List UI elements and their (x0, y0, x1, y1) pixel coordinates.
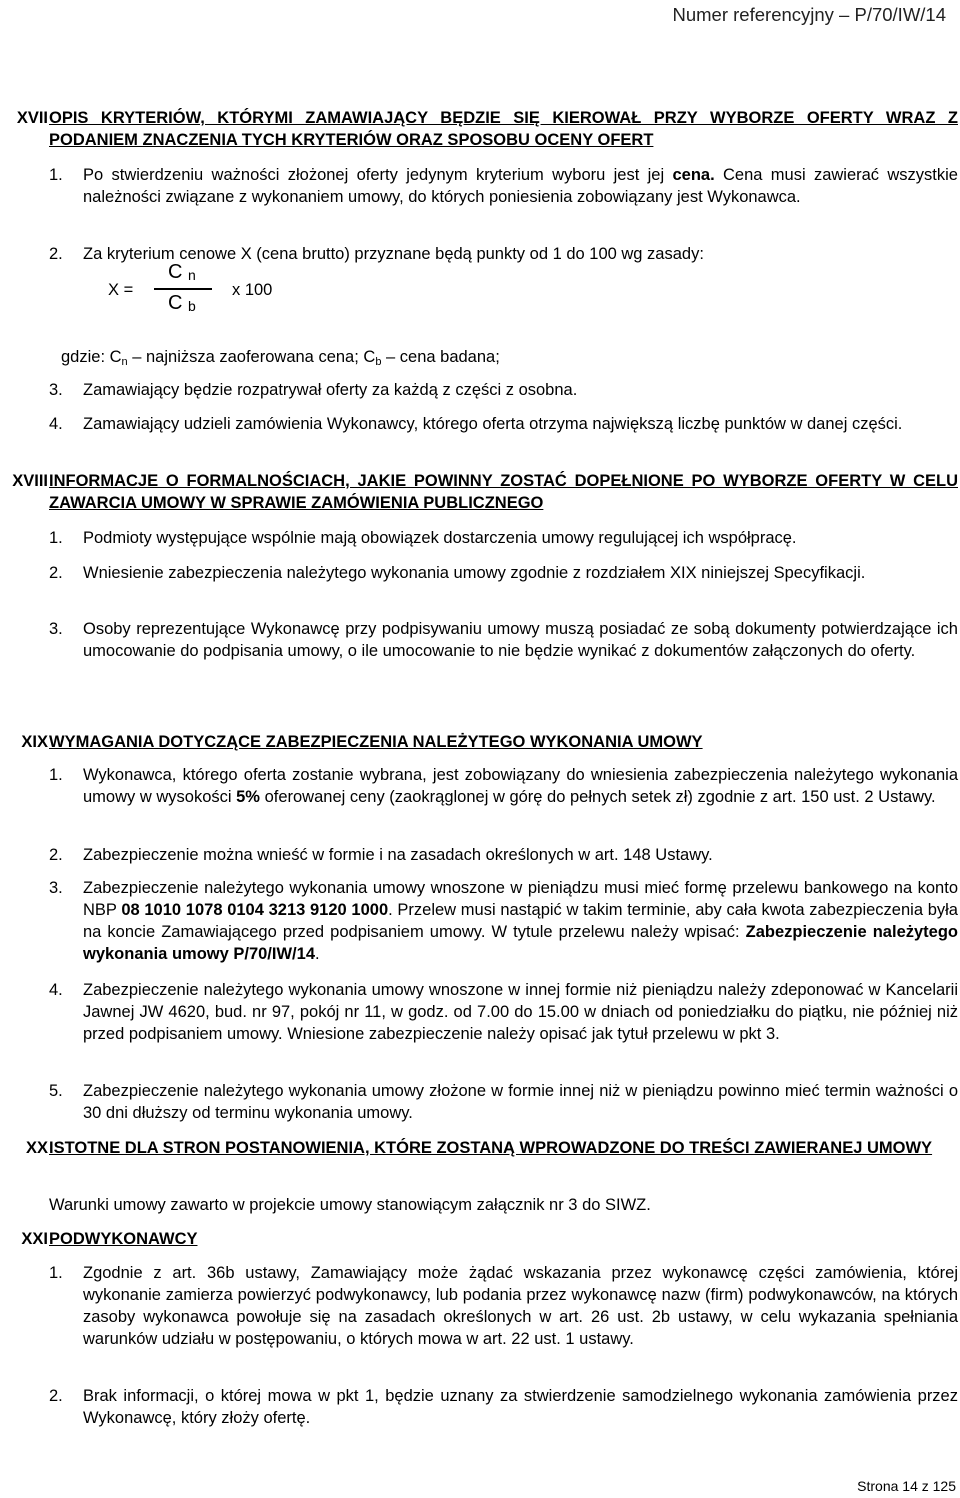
formula-legend: gdzie: $C_n$ – najniższa zaoferowana cena; $C_b$ – cena badana; (61, 348, 500, 368)
section-number: XVII (16, 109, 48, 127)
xvii-item-2 (0, 243, 960, 265)
section-xviii (0, 470, 960, 514)
xix-item-3 (0, 877, 960, 965)
item-number: 4. (49, 415, 63, 433)
section-title: INFORMACJE O FORMALNOŚCIACH, JAKIE POWINNY ZOSTAĆ DOPEŁNIONE PO WYBORZE OFERTY W CELU ZAWARCIA UMOWY W SPRAWIE ZAMÓWIENIA PUBLICZNEGO (49, 472, 958, 512)
formula-numerator: C $_n$ (168, 261, 196, 283)
section-xvii (0, 107, 960, 151)
item-number: 2. (49, 245, 63, 263)
formula-x: X = (108, 281, 134, 299)
item-text: Brak informacji, o której mowa w pkt 1, będzie uznany za stwierdzenie samodzielnego wykonania zamówienia przez Wykonawcę, który złoży ofertę. (83, 1387, 958, 1427)
item-text: Zamawiający będzie rozpatrywał oferty za każdą z części z osobna. (83, 381, 578, 399)
item-text: Zabezpieczenie należytego wykonania umowy wnoszone w pieniądzu musi mieć formę przelewu bankowego na konto NBP 08 1010 1078 0104 3213 9120 1000. Przelew musi nastąpić w takim terminie, aby cała kwota zabezpieczenia była na koncie Zamawiającego przed podpisaniem umowy. W tytule przelewu należy wpisać: Zabezpieczenie należytego wykonania umowy P/70/IW/14. (83, 879, 958, 963)
xviii-item-1 (0, 527, 960, 549)
item-text: Po stwierdzeniu ważności złożonej oferty jedynym kryterium wyboru jest jej cena. Cena musi zawierać wszystkie należności związane z wykonaniem umowy, do których poniesienia zobowiązany jest Wykonawca. (83, 166, 958, 206)
section-xxi (0, 1228, 960, 1250)
xvii-item-3 (0, 379, 960, 401)
item-number: 2. (49, 846, 63, 864)
item-text: Osoby reprezentujące Wykonawcę przy podpisywaniu umowy muszą posiadać ze sobą dokumenty potwierdzające ich umocowanie do podpisania umowy, o ile umocowanie to nie będzie wynikać z dokumentów załączonych do oferty. (83, 620, 958, 660)
xviii-item-2 (0, 562, 960, 584)
xx-text (0, 1194, 960, 1216)
formula-multiplier: x 100 (232, 281, 273, 299)
xviii-item-3 (0, 618, 960, 662)
item-text: Zabezpieczenie należytego wykonania umowy złożone w formie innej niż w pieniądzu powinno mieć termin ważności o 30 dni dłuższy od terminu wykonania umowy. (83, 1082, 958, 1122)
reference-number: Numer referencyjny – P/70/IW/14 (672, 4, 946, 25)
paragraph: Warunki umowy zawarto w projekcie umowy stanowiącym załącznik nr 3 do SIWZ. (49, 1196, 651, 1214)
item-number: 1. (49, 529, 63, 547)
item-number: 1. (49, 1264, 63, 1282)
xix-item-4 (0, 979, 960, 1045)
item-text: Wniesienie zabezpieczenia należytego wykonania umowy zgodnie z rozdziałem XIX niniejszej Specyfikacji. (83, 564, 866, 582)
xix-item-2 (0, 844, 960, 866)
item-number: 3. (49, 879, 63, 897)
item-number: 2. (49, 1387, 63, 1405)
fraction-bar (154, 288, 212, 290)
section-number: XIX (21, 733, 48, 751)
section-title: PODWYKONAWCY (49, 1230, 198, 1248)
xvii-item-4 (0, 413, 960, 435)
item-text: Podmioty występujące wspólnie mają obowiązek dostarczenia umowy regulującej ich współpracę. (83, 529, 797, 547)
section-number: XVIII (12, 472, 48, 490)
item-text: Za kryterium cenowe X (cena brutto) przyznane będą punkty od 1 do 100 wg zasady: (83, 245, 704, 263)
section-title: OPIS KRYTERIÓW, KTÓRYMI ZAMAWIAJĄCY BĘDZIE SIĘ KIEROWAŁ PRZY WYBORZE OFERTY WRAZ Z PODANIEM ZNACZENIA TYCH KRYTERIÓW ORAZ SPOSOBU OCENY OFERT (49, 109, 958, 149)
item-number: 3. (49, 620, 63, 638)
item-text: Wykonawca, którego oferta zostanie wybrana, jest zobowiązany do wniesienia zabezpieczenia należytego wykonania umowy w wysokości 5% oferowanej ceny (zaokrąglonej w górę do pełnych setek zł) zgodnie z art. 150 ust. 2 Ustawy. (83, 766, 958, 806)
section-title: WYMAGANIA DOTYCZĄCE ZABEZPIECZENIA NALEŻYTEGO WYKONANIA UMOWY (49, 733, 703, 751)
price-formula (0, 261, 960, 327)
xxi-item-1 (0, 1262, 960, 1350)
section-number: XXI (21, 1230, 48, 1248)
page-number: Strona 14 z 125 (857, 1478, 956, 1494)
item-text: Zabezpieczenie można wnieść w formie i na zasadach określonych w art. 148 Ustawy. (83, 846, 713, 864)
section-number: XX (25, 1139, 48, 1157)
section-xx (0, 1137, 960, 1159)
xxi-item-2 (0, 1385, 960, 1429)
xix-item-1 (0, 764, 960, 808)
item-number: 2. (49, 564, 63, 582)
section-title: ISTOTNE DLA STRON POSTANOWIENIA, KTÓRE ZOSTANĄ WPROWADZONE DO TREŚCI ZAWIERANEJ UMOWY (49, 1139, 933, 1157)
item-number: 3. (49, 381, 63, 399)
item-number: 1. (49, 166, 63, 184)
item-number: 1. (49, 766, 63, 784)
item-text: Zabezpieczenie należytego wykonania umowy wnoszone w innej formie niż pieniądzu należy zdeponować w Kancelarii Jawnej JW 4620, bud. nr 97, pokój nr 11, w godz. od 7.00 do 15.00 w dniach od poniedziałku do piątku, nie później niż przed podpisaniem umowy. Wniesione zabezpieczenie należy opisać jak tytuł przelewu w pkt 3. (83, 981, 958, 1043)
item-number: 4. (49, 981, 63, 999)
item-number: 5. (49, 1082, 63, 1100)
xix-item-5 (0, 1080, 960, 1124)
section-xix (0, 731, 960, 753)
xvii-item-1 (0, 164, 960, 208)
item-text: Zamawiający udzieli zamówienia Wykonawcy, którego oferta otrzyma największą liczbę punktów w danej części. (83, 415, 903, 433)
formula-denominator: C $_b$ (168, 292, 196, 314)
item-text: Zgodnie z art. 36b ustawy, Zamawiający może żądać wskazania przez wykonawcę części zamówienia, której wykonanie zamierza powierzyć podwykonawcy, lub podania przez wykonawcę nazw (firm) podwykonawców, na których zasoby wykonawca powołuje się na zasadach określonych w art. 26 ust. 2b ustawy, w celu wykazania spełniania warunków udziału w postępowaniu, o których mowa w art. 22 ust. 1 ustawy. (83, 1264, 958, 1348)
